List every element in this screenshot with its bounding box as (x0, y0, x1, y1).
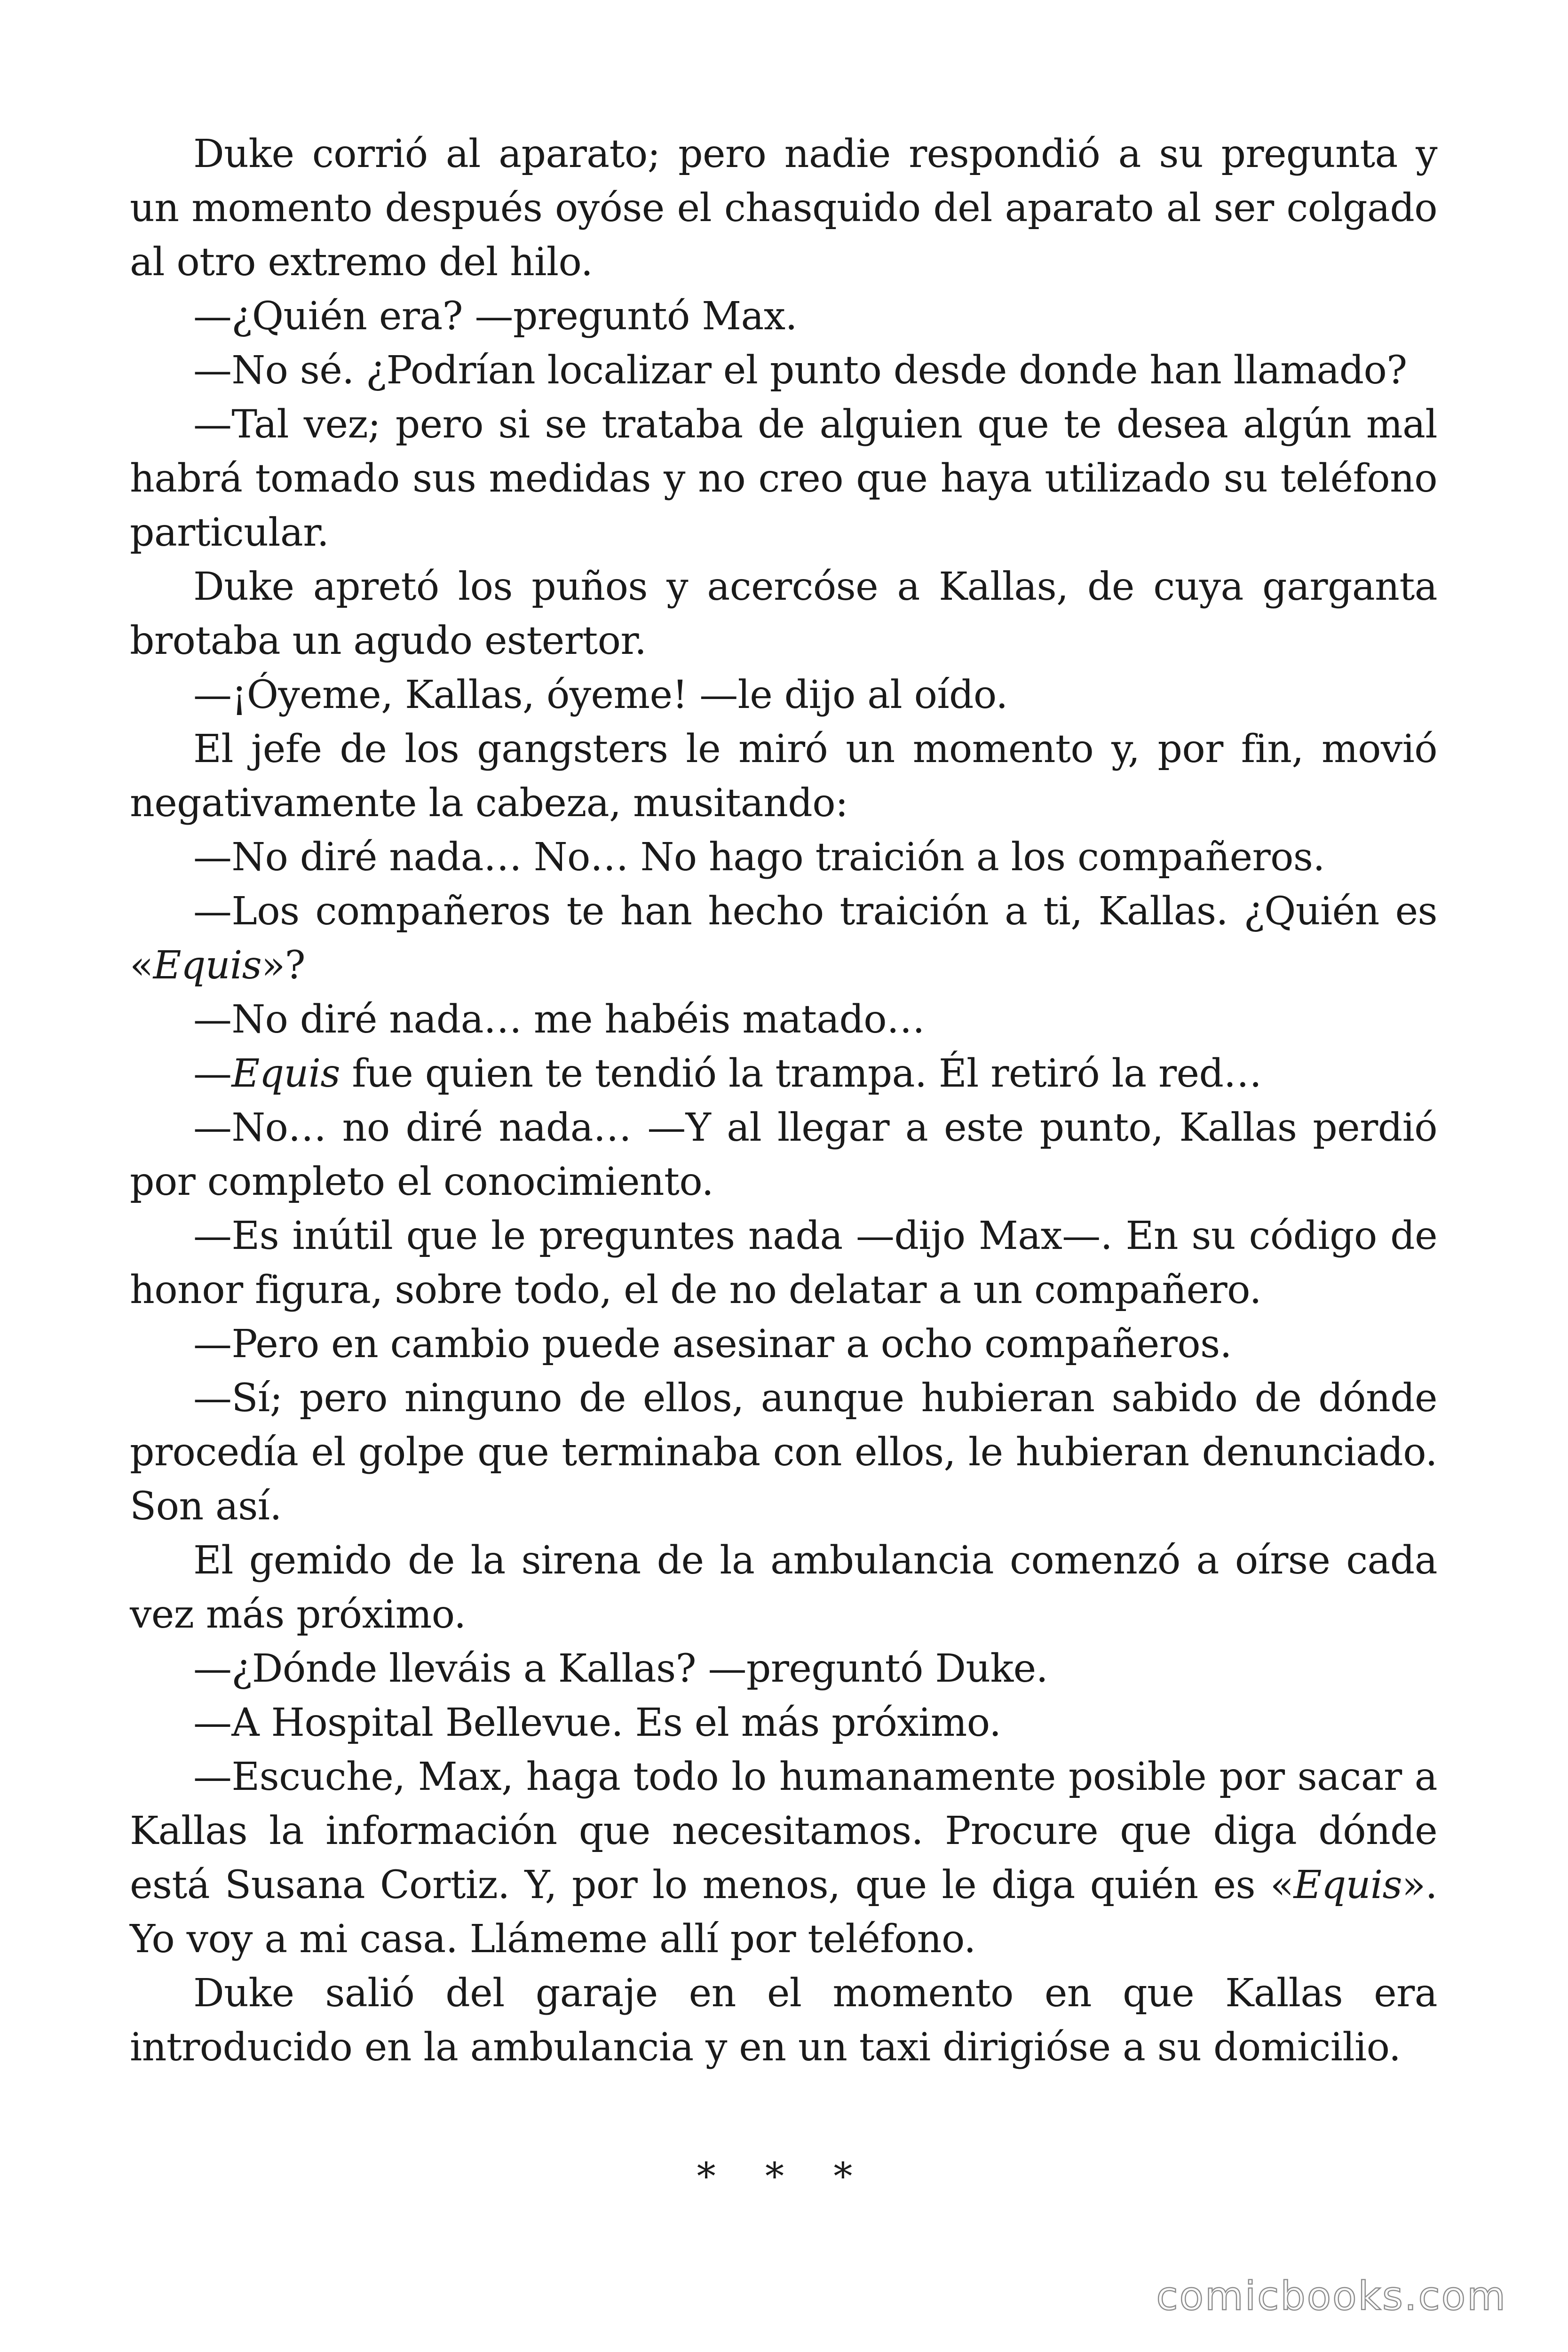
text-run: Duke salió del garaje en el momento en que Kallas era introducido en la ambulancia y en un taxi dirigióse a su domicilio. (130, 1971, 1437, 2070)
paragraph (130, 993, 1437, 1047)
text-run: —No sé. ¿Podrían localizar el punto desde donde han llamado? (193, 348, 1407, 393)
book-page-text (130, 127, 1437, 2074)
paragraph (130, 1317, 1437, 1371)
paragraph (130, 127, 1437, 289)
paragraph (130, 1696, 1437, 1750)
paragraph (130, 560, 1437, 668)
text-run: — (193, 1051, 232, 1096)
paragraph (130, 397, 1437, 560)
paragraph (130, 1750, 1437, 1966)
text-run: —Es inútil que le preguntes nada —dijo Max—. En su código de honor figura, sobre todo, el de no delatar a un compañero. (130, 1214, 1437, 1312)
text-run: fue quien te tendió la trampa. Él retiró la red… (340, 1051, 1262, 1096)
paragraph (130, 289, 1437, 343)
scene-break-asterisks: * * * (697, 2154, 871, 2198)
text-run: —Escuche, Max, haga todo lo humanamente posible por sacar a Kallas la información que necesitamos. Procure que diga dónde está Susana Cortiz. Y, por lo menos, que le diga quién es « (130, 1755, 1437, 1907)
paragraph (130, 1371, 1437, 1534)
text-run: Duke corrió al aparato; pero nadie respondió a su pregunta y un momento después oyóse el chasquido del aparato al ser colgado al otro extremo del hilo. (130, 132, 1437, 285)
text-run: —Pero en cambio puede asesinar a ocho compañeros. (193, 1322, 1232, 1367)
paragraph (130, 1101, 1437, 1209)
paragraph (130, 1209, 1437, 1317)
text-run: —¿Quién era? —preguntó Max. (193, 294, 797, 339)
text-run: —No diré nada… me habéis matado… (193, 997, 925, 1042)
text-run: El jefe de los gangsters le miró un momento y, por fin, movió negativamente la cabeza, musitando: (130, 727, 1437, 826)
paragraph (130, 343, 1437, 397)
paragraph (130, 1534, 1437, 1642)
text-run: —No diré nada… No… No hago traición a los compañeros. (193, 835, 1325, 880)
paragraph (130, 1642, 1437, 1696)
italic-text: Equis (1293, 1863, 1402, 1907)
text-run: El gemido de la sirena de la ambulancia comenzó a oírse cada vez más próximo. (130, 1538, 1437, 1637)
text-run: —Sí; pero ninguno de ellos, aunque hubieran sabido de dónde procedía el golpe que terminaba con ellos, le hubieran denunciado. Son así. (130, 1376, 1437, 1529)
text-run: —A Hospital Bellevue. Es el más próximo. (193, 1700, 1001, 1745)
italic-text: Equis (153, 943, 262, 988)
text-run: »? (261, 943, 305, 988)
paragraph (130, 722, 1437, 830)
paragraph (130, 884, 1437, 993)
text-run: —¿Dónde lleváis a Kallas? —preguntó Duke. (193, 1646, 1048, 1691)
paragraph (130, 1966, 1437, 2074)
text-run: ». Yo voy a mi casa. Llámeme allí por teléfono. (130, 1863, 1437, 1962)
text-run: Duke apretó los puños y acercóse a Kallas, de cuya garganta brotaba un agudo estertor. (130, 564, 1437, 663)
text-run: —¡Óyeme, Kallas, óyeme! —le dijo al oído. (193, 673, 1008, 717)
paragraph (130, 668, 1437, 722)
text-run: —Tal vez; pero si se trataba de alguien que te desea algún mal habrá tomado sus medidas y no creo que haya utilizado su teléfono particular. (130, 402, 1437, 555)
paragraph (130, 1047, 1437, 1101)
paragraph (130, 830, 1437, 884)
watermark-text: comicbooks.com (1156, 2273, 1507, 2319)
text-run: —Los compañeros te han hecho traición a ti, Kallas. ¿Quién es « (130, 889, 1437, 988)
italic-text: Equis (231, 1051, 340, 1096)
text-run: —No… no diré nada… —Y al llegar a este punto, Kallas perdió por completo el conocimiento. (130, 1105, 1437, 1204)
